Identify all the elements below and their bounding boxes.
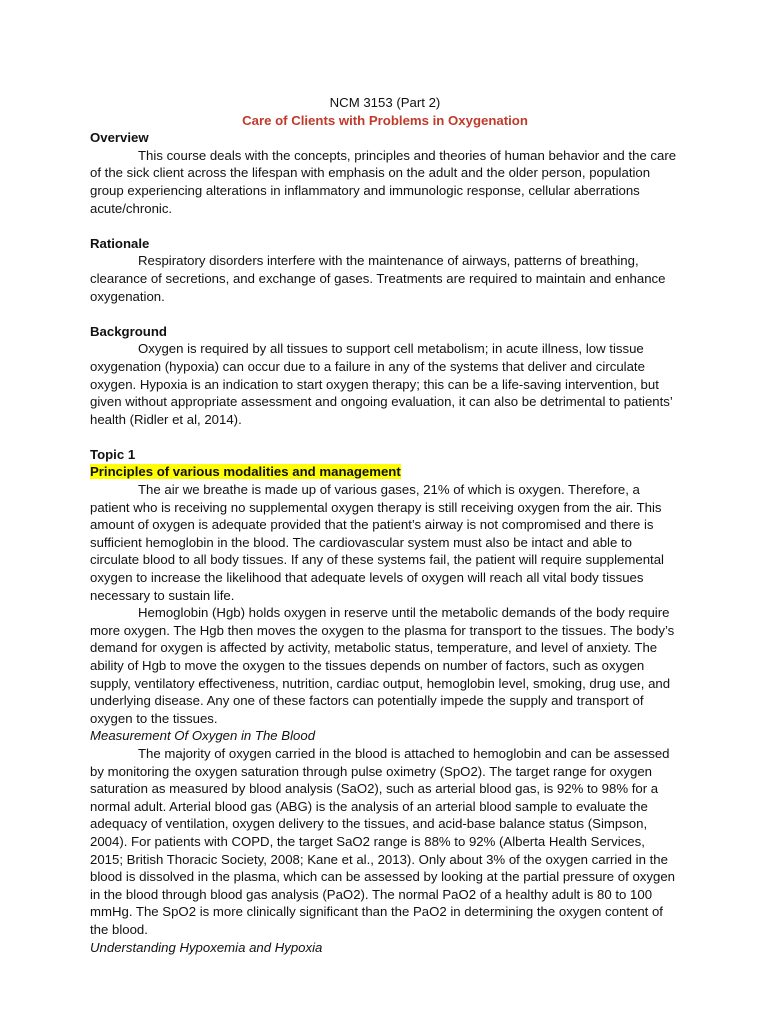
course-code: NCM 3153 (Part 2)	[329, 95, 441, 110]
course-title: Care of Clients with Problems in Oxygenation	[242, 112, 528, 128]
spacer	[90, 305, 680, 323]
spacer	[90, 428, 680, 446]
background-heading: Background	[90, 323, 167, 339]
overview-heading: Overview	[90, 130, 149, 146]
rationale-text: Respiratory disorders interfere with the maintenance of airways, patterns of breathing, clearance of secretions, and exchange of gases. Treatments are required to maintain and enhance oxygenation.	[90, 253, 666, 304]
spacer	[90, 217, 680, 235]
topic-title-line	[90, 463, 680, 481]
topic-paragraph-2: Hemoglobin (Hgb) holds oxygen in reserve until the metabolic demands of the body require more oxygen. The Hgb then moves the oxygen to the plasma for transport to the tissues. The body’s demand for oxygen is affected by activity, metabolic status, temperature, and level of anxiety. The ability of Hgb to move the oxygen to the tissues depends on number of factors, such as oxygen supply, ventilatory effectiveness, nutrition, cardiac output, hemoglobin level, smoking, drug use, and underlying disease. Any one of these factors can potentially impede the supply and transport of oxygen to the tissues.	[90, 605, 675, 726]
document-content	[90, 94, 680, 956]
topic-paragraph-1: The air we breathe is made up of various gases, 21% of which is oxygen. Therefore, a patient who is receiving no supplemental oxygen therapy is still receiving oxygen from the air. This amount of oxygen is adequate provided that the patient’s airway is not compromised and there is sufficient hemoglobin in the blood. The cardiovascular system must also be intact and able to circulate blood to all body tissues. If any of these systems fail, the patient will require supplemental oxygen to increase the likelihood that adequate levels of oxygen will reach all vital body tissues necessary to sustain life.	[90, 482, 664, 603]
subheading-hypoxemia: Understanding Hypoxemia and Hypoxia	[90, 939, 323, 955]
subheading-measurement: Measurement Of Oxygen in The Blood	[90, 728, 316, 744]
topic-title: Principles of various modalities and management	[90, 464, 401, 480]
background-text: Oxygen is required by all tissues to support cell metabolism; in acute illness, low tissue oxygenation (hypoxia) can occur due to a failure in any of the systems that deliver and circulate oxygen. Hypoxia is an indication to start oxygen therapy; this can be a life-saving intervention, but given without appropriate assessment and ongoing evaluation, it can also be detrimental to patients’ health (Ridler et al, 2014).	[90, 341, 673, 427]
overview-text: This course deals with the concepts, principles and theories of human behavior and the care of the sick client across the lifespan with emphasis on the adult and the older person, population group experiencing alterations in inflammatory and immunologic response, cellular aberrations acute/chronic.	[90, 147, 677, 216]
rationale-heading: Rationale	[90, 235, 150, 251]
topic-paragraph-3: The majority of oxygen carried in the blood is attached to hemoglobin and can be assessed by monitoring the oxygen saturation through pulse oximetry (SpO2). The target range for oxygen saturation as measured by blood analysis (SaO2), such as arterial blood gas, is 92% to 98% for a normal adult. Arterial blood gas (ABG) is the analysis of an arterial blood sample to evaluate the adequacy of ventilation, oxygen delivery to the tissues, and acid-base balance status (Simpson, 2004). For patients with COPD, the target SaO2 range is 88% to 92% (Alberta Health Services, 2015; British Thoracic Society, 2008; Kane et al., 2013). Only about 3% of the oxygen carried in the blood is dissolved in the plasma, which can be assessed by looking at the partial pressure of oxygen in the blood through blood gas analysis (PaO2). The normal PaO2 of a healthy adult is 80 to 100 mmHg. The SpO2 is more clinically significant than the PaO2 in determining the oxygen content of the blood.	[90, 745, 675, 937]
topic-label: Topic 1	[90, 446, 136, 462]
